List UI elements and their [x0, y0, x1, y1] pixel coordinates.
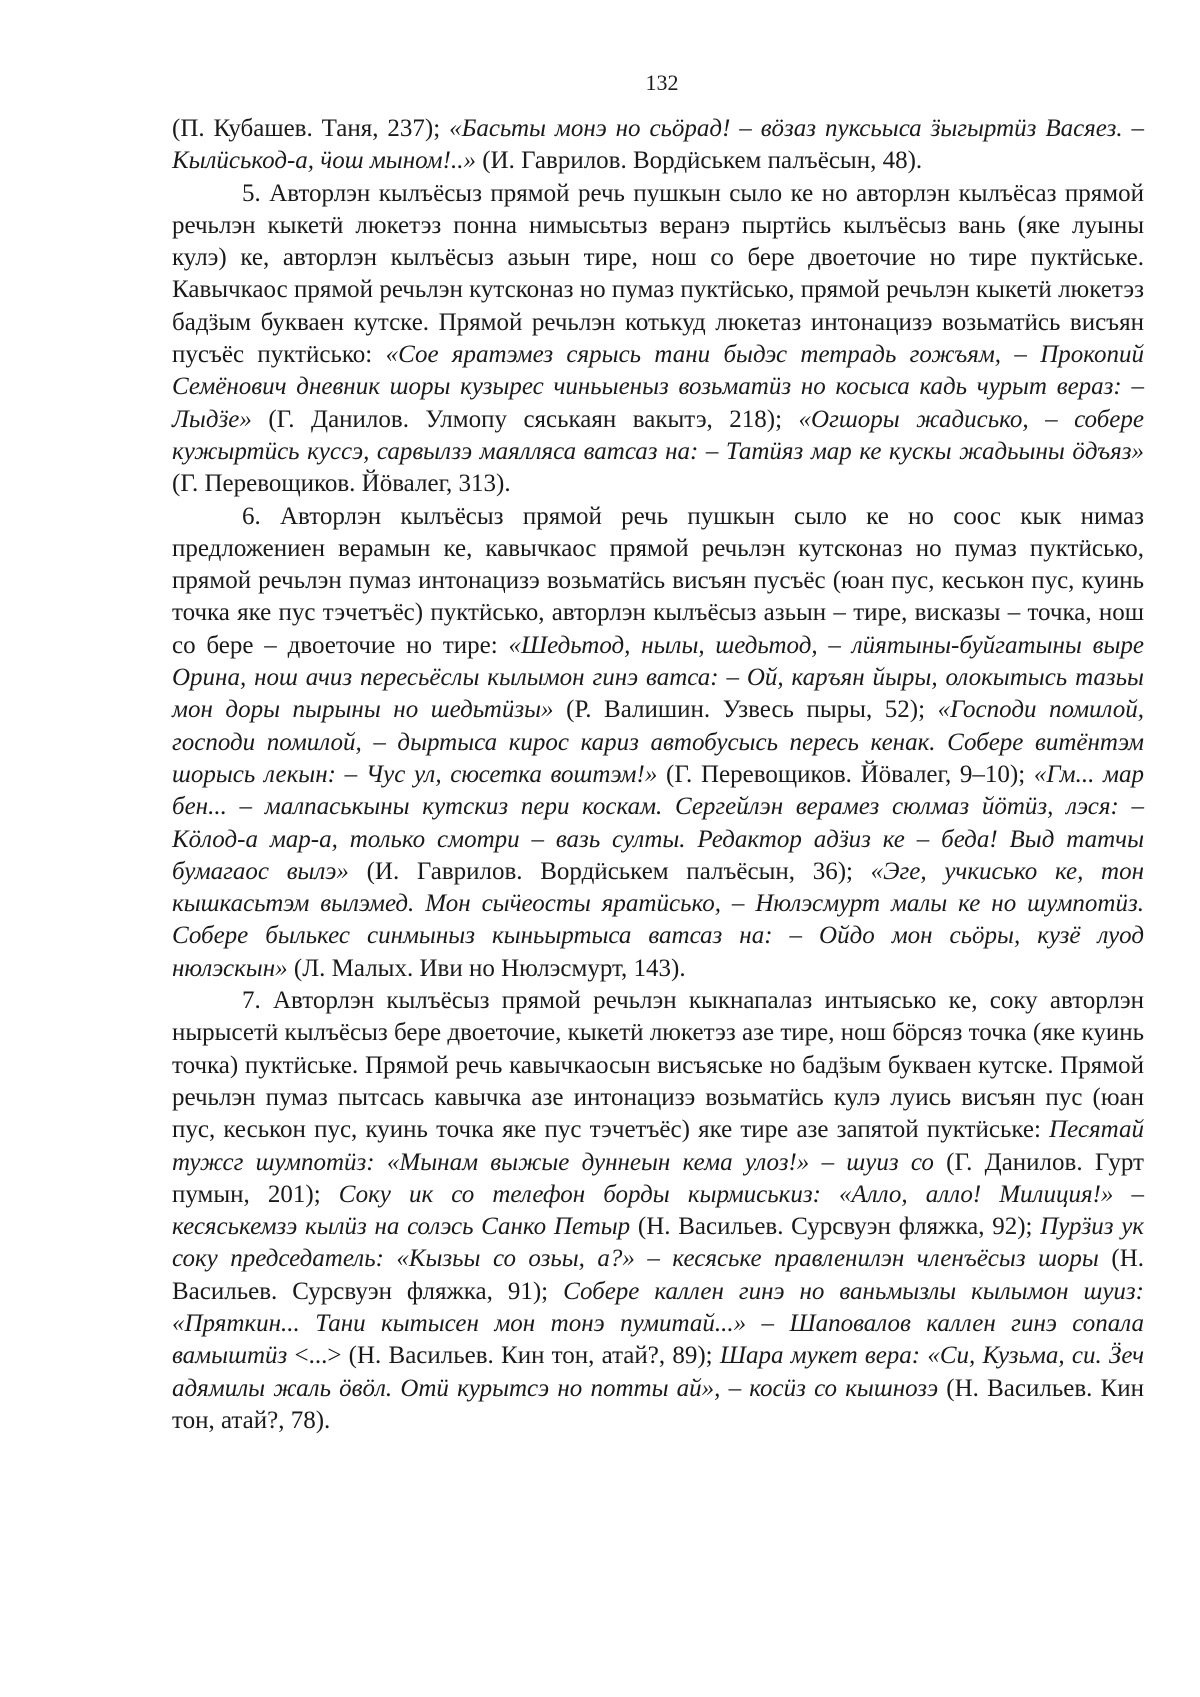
paragraph-p-7 — [172, 985, 1144, 1437]
text-segment: (И. Гаврилов. Вордӥськем палъёсын, 36); — [348, 857, 871, 885]
text-segment: <...> (Н. Васильев. Кин тон, атай?, 89); — [287, 1342, 720, 1370]
quoted-example: «Господи помилой, господи помилой, – дыртыса кирос кариз автобусысь пересь кенак. Собере витёнтэм шорысь лекын: – Чус ул, сюсетка воштэм!» — [172, 696, 1144, 788]
text-segment: (Г. Перевощиков. Йӧвалег, 313). — [172, 470, 511, 498]
quoted-example: «Огшоры жадисько, – собере кужыртӥсь куссэ, сарвылзэ маялляса ватсаз на: – Татӥяз мар ке кускы жадьыны ӧдъяз» — [172, 405, 1144, 465]
quoted-example: «Шедьтод, нылы, шедьтод, – лӥятыны-буйгатыны выре Орина, нош ачиз пересьёслы кылымон гинэ ватса: – Ой, каръян йыры, олокытысь тазьы мон доры пырыны но шедьтӥзы» — [172, 631, 1144, 724]
text-segment: (Г. Данилов. Улмопу сяськаян вакытэ, 218); — [251, 405, 799, 433]
text-segment: 6. Авторлэн кылъёсыз прямой речь пушкын сыло ке но соос кык нимаз предложениен верамын ке, кавычкаос прямой речьлэн кутсконаз но пумаз пуктӥсько, прямой речьлэн пумаз интонацизэ возьматӥсь висъян пусъёс (юан пус, кеськон пус, куинь точка яке пус тэчетъёс) пуктӥсько, авторлэн кылъёсыз азьын – тире, висказы – точка, нош со бере – двоеточие но тире: — [172, 502, 1144, 659]
quoted-example: Песятай тужсг шумпотӥз: «Мынам выжые дуннеын кема улоз!» – шуиз со — [172, 1116, 1144, 1176]
paragraph-p-continued — [172, 113, 1144, 178]
paragraph-p-5 — [172, 178, 1144, 501]
text-segment: (Л. Малых. Иви но Нюлэсмурт, 143). — [287, 954, 686, 982]
text-segment: (Р. Валишин. Узвесь пыры, 52); — [553, 696, 938, 724]
quoted-example: «Гм... мар бен... – малпаськыны кутскиз пери коскам. Сергейлэн верамез сюлмаз йӧтӥз, лэся: – Кӧлод-а мар-а, только смотри – вазь султы. Редактор адӟиз ке – беда! Выд татчы бумагаос вылэ» — [172, 760, 1144, 885]
text-segment: (Г. Перевощиков. Йӧвалег, 9–10); — [657, 760, 1034, 788]
quoted-example: Соку ик со телефон борды кырмиськиз: «Алло, алло! Милиция!» – кесяськемзэ кылӥз на солэсь Санко Петыр — [172, 1180, 1144, 1241]
text-segment: (Н. Васильев. Сурсвуэн фляжка, 92); — [630, 1213, 1041, 1241]
text-segment: (Н. Васильев. Сурсвуэн фляжка, 91); — [172, 1245, 1144, 1305]
paragraph-p-6 — [172, 501, 1144, 985]
quoted-example: «Басьты монэ но сьӧрад! – вӧзаз пуксьыса ӟыгыртӥз Васяез. – Кылӥськод-а, ӵош мыном!..» — [172, 115, 1144, 175]
page-number: 132 — [645, 70, 679, 95]
text-segment: 7. Авторлэн кылъёсыз прямой речьлэн кыкнапалаз интыясько ке, соку авторлэн нырысетӥ кылъёсыз бере двоеточие, кыкетӥ люкетэз азе тире, нош бӧрсяз точка (яке куинь точка) пуктӥське. Прямой речь кавычкаосын висъяське но бадӟым букваен кутске. Прямой речьлэн пумаз пытсась кавычка азе интонацизэ возьматӥсь кулэ луись висъян пус (юан пус, кеськон пус, куинь точка яке пус тэчетъёс) яке тире азе запятой пуктӥське: — [172, 987, 1144, 1144]
quoted-example: Собере каллен гинэ но ваньмызлы кылымон шуиз: «Пряткин... Тани кытысен мон тонэ пумитай...» – Шаповалов каллен гинэ сопала вамыштӥз — [172, 1277, 1144, 1370]
quoted-example: «Сое яратэмез сярысь тани быдэс тетрадь гожъям, – Прокопий Семёнович дневник шоры кузырес чиньыеныз возьматӥз но косыса кадь чурыт вераз: – Лыдӟе» — [172, 341, 1144, 433]
text-segment: (И. Гаврилов. Вордӥськем палъёсын, 48). — [475, 147, 923, 175]
quoted-example: Шара мукет вера: «Си, Кузьма, си. Ӟеч адямилы жаль ӧвӧл. Отӥ курытсэ но потты ай», – косӥз со кышнозэ — [172, 1342, 1145, 1402]
text-segment: (П. Кубашев. Таня, 237); — [172, 115, 450, 142]
document-page — [172, 70, 1144, 1437]
quoted-example: Пурӟиз ук соку председатель: «Кызьы со озьы, а?» – кесяське правленилэн членъёсыз шоры — [172, 1213, 1145, 1273]
text-segment: 5. Авторлэн кылъёсыз прямой речь пушкын сыло ке но авторлэн кылъёсаз прямой речьлэн кыкетӥ люкетэз понна нимысьтыз веранэ пыртӥсь кылъёсыз вань (яке луыны кулэ) ке, авторлэн кылъёсыз азьын тире, нош со бере двоеточие но тире пуктӥське. Кавычкаос прямой речьлэн кутсконаз но пумаз пуктӥсько, прямой речьлэн кыкетӥ люкетэз бадӟым букваен кутске. Прямой речьлэн котькуд люкетаз интонацизэ возьматӥсь висъян пусъёс пуктӥсько: — [172, 179, 1144, 369]
text-segment: (Г. Данилов. Гурт пумын, 201); — [172, 1148, 1144, 1208]
quoted-example: «Эге, учкисько ке, тон кышкасьтэм вылэмед. Мон сыӵеосты яратӥсько, – Нюлэсмурт малы ке но шумпотӥз. Собере былькес синмыныз кыньыртыса ватсаз на: – Ойдо мон сьӧры, кузё луод нюлэскын» — [172, 857, 1145, 982]
text-segment: (Н. Васильев. Кин тон, атай?, 78). — [172, 1374, 1144, 1434]
body-text — [172, 113, 1144, 1437]
